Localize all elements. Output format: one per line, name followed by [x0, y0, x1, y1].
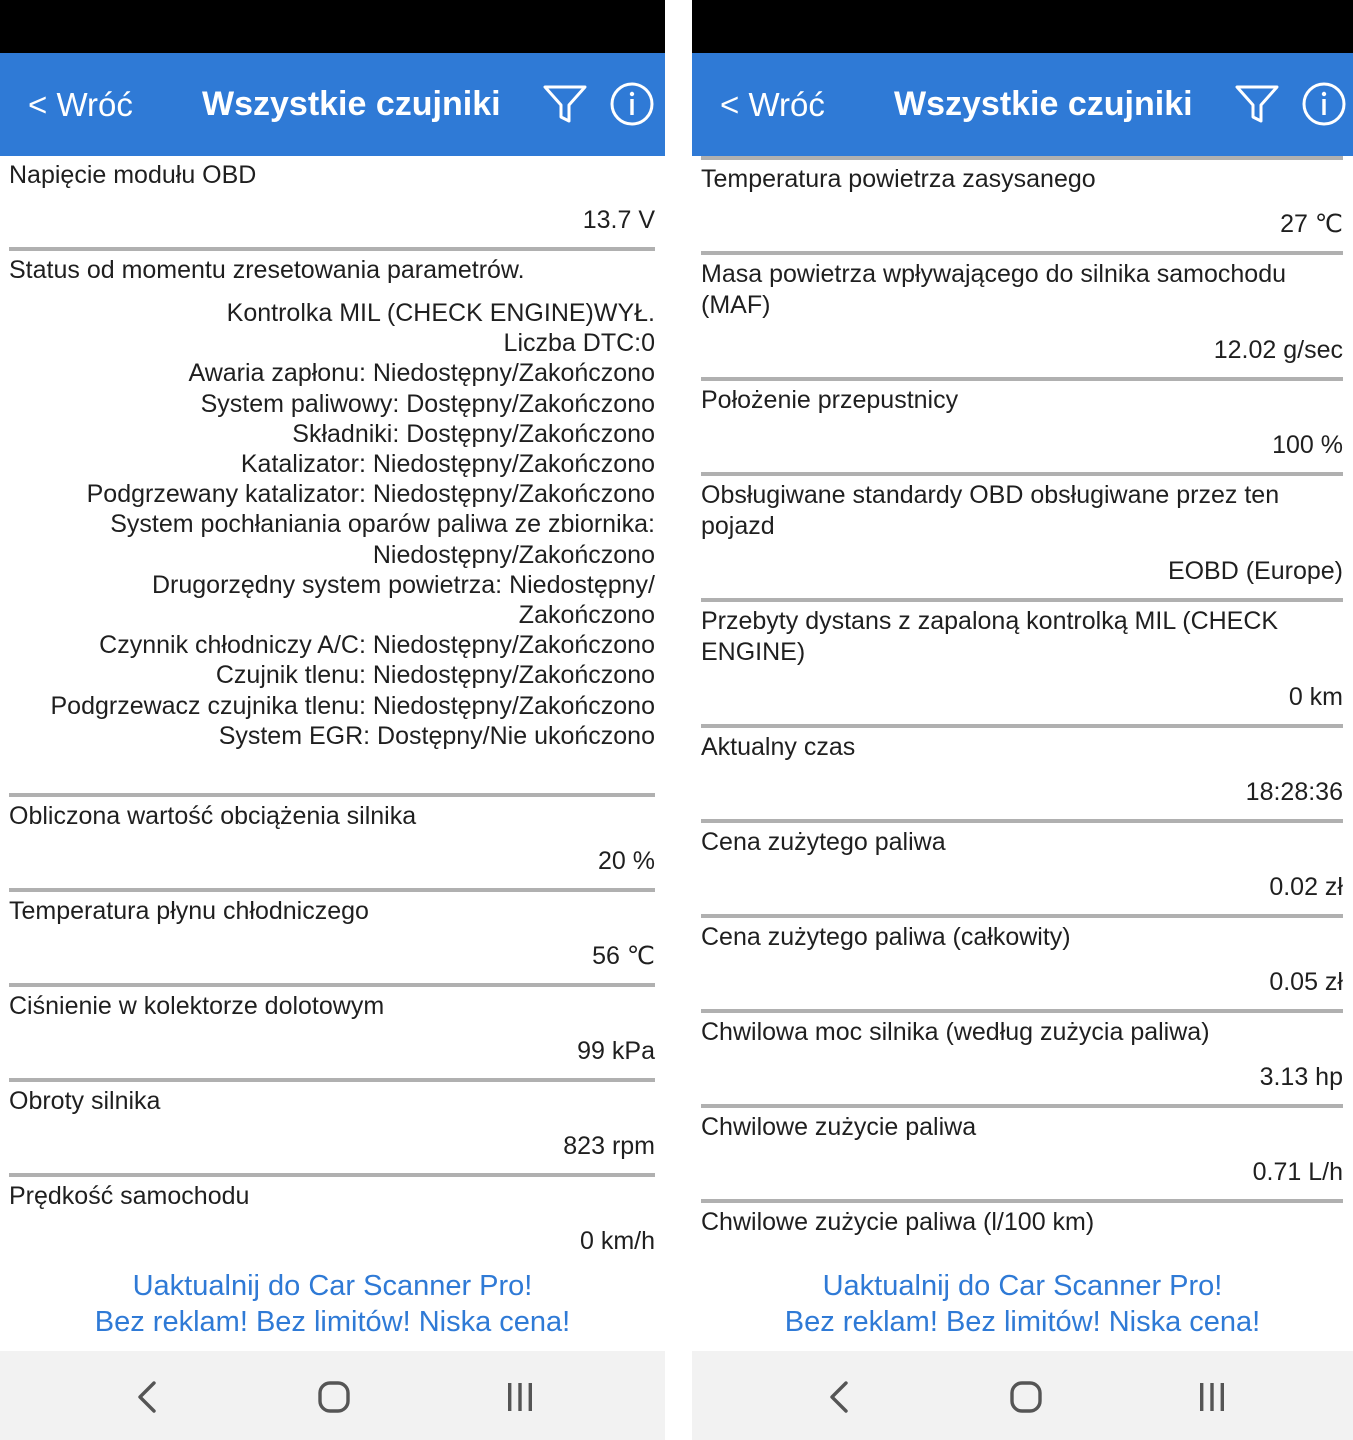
filter-icon[interactable]: [542, 81, 588, 127]
home-circle-icon[interactable]: [1006, 1379, 1046, 1415]
sensor-name: Cena zużytego paliwa: [701, 828, 946, 856]
sensor-row[interactable]: [9, 797, 655, 892]
filter-icon[interactable]: [1234, 81, 1280, 127]
sensor-name: Temperatura powietrza zasysanego: [701, 165, 1096, 193]
status-line: Liczba DTC:0: [503, 329, 655, 358]
sensor-value: 18:28:36: [1245, 778, 1343, 806]
sensor-row[interactable]: [9, 156, 655, 251]
info-icon[interactable]: [1302, 82, 1346, 126]
system-nav-bar: [692, 1351, 1353, 1440]
sensor-name: Położenie przepustnicy: [701, 386, 959, 414]
sensor-value: 0.05 zł: [1269, 968, 1343, 996]
sensor-name: Obliczona wartość obciążenia silnika: [9, 802, 417, 831]
status-line: System paliwowy: Dostępny/Zakończono: [200, 389, 655, 418]
sensor-name: Status od momentu zresetowania parametrów.: [9, 256, 525, 284]
back-button[interactable]: < Wróć: [28, 86, 133, 123]
status-line: System pochłaniania oparów paliwa ze zbiornika:: [110, 510, 655, 539]
recent-apps-icon[interactable]: [500, 1379, 540, 1415]
sensor-row[interactable]: [9, 892, 655, 987]
sensor-row[interactable]: [701, 823, 1343, 918]
sensor-row[interactable]: [9, 1177, 655, 1255]
status-line: Podgrzewany katalizator: Niedostępny/Zakończono: [86, 480, 655, 509]
sensor-value: 56 ℃: [592, 942, 655, 971]
right-screenshot: [692, 0, 1353, 1440]
sensor-value: 100 %: [1272, 431, 1343, 459]
status-bar: [692, 0, 1353, 53]
sensor-name: Chwilowe zużycie paliwa (l/100 km): [701, 1208, 1095, 1236]
sensor-list[interactable]: [0, 156, 665, 1255]
sensor-name: Masa powietrza wpływającego do silnika samochodu (MAF): [701, 260, 1287, 319]
sensor-row[interactable]: [701, 1013, 1343, 1108]
app-bar: [0, 53, 665, 156]
upgrade-promo-link[interactable]: [692, 1255, 1353, 1351]
sensor-row[interactable]: [701, 160, 1343, 255]
sensor-name: Przebyty dystans z zapaloną kontrolką MIL (CHECK ENGINE): [701, 607, 1279, 666]
sensor-value: 0 km/h: [579, 1227, 655, 1255]
status-line: Awaria zapłonu: Niedostępny/Zakończono: [188, 359, 655, 388]
status-line: Niedostępny/Zakończono: [372, 540, 655, 569]
info-icon[interactable]: [610, 82, 654, 126]
sensor-value: 823 rpm: [563, 1132, 655, 1161]
upgrade-promo-link[interactable]: [0, 1255, 665, 1351]
sensor-row[interactable]: [9, 251, 655, 797]
sensor-name: Aktualny czas: [701, 733, 856, 761]
page-title: Wszystkie czujniki: [894, 85, 1193, 123]
sensor-value: 13.7 V: [582, 206, 655, 234]
status-line: Czujnik tlenu: Niedostępny/Zakończono: [215, 661, 655, 690]
sensor-row[interactable]: [701, 476, 1343, 602]
sensor-row[interactable]: [701, 255, 1343, 381]
page-title: Wszystkie czujniki: [202, 85, 501, 123]
sensor-row[interactable]: [701, 602, 1343, 728]
status-line: Katalizator: Niedostępny/Zakończono: [240, 450, 655, 479]
status-line: Drugorzędny system powietrza: Niedostępny/: [151, 570, 655, 599]
status-line: Składniki: Dostępny/Zakończono: [292, 419, 655, 448]
promo-line: Uaktualnij do Car Scanner Pro!: [132, 1270, 533, 1302]
recent-apps-icon[interactable]: [1192, 1379, 1232, 1415]
status-line: Kontrolka MIL (CHECK ENGINE)WYŁ.: [226, 299, 655, 327]
status-bar: [0, 0, 665, 53]
sensor-value: 0.02 zł: [1269, 873, 1343, 901]
sensor-name: Obsługiwane standardy OBD obsługiwane przez ten pojazd: [701, 481, 1280, 540]
sensor-list[interactable]: [692, 156, 1353, 1255]
sensor-value: 3.13 hp: [1259, 1063, 1343, 1091]
app-bar: [692, 53, 1353, 156]
sensor-name: Napięcie modułu OBD: [9, 161, 257, 189]
sensor-value: 20 %: [598, 847, 655, 876]
sensor-name: Prędkość samochodu: [9, 1182, 250, 1211]
sensor-value: 0.71 L/h: [1252, 1158, 1343, 1186]
sensor-name: Chwilowa moc silnika (według zużycia paliwa): [701, 1018, 1210, 1046]
sensor-status-lines: [9, 286, 655, 793]
sensor-name: Ciśnienie w kolektorze dolotowym: [9, 992, 385, 1021]
left-screenshot: [0, 0, 665, 1440]
sensor-name: Temperatura płynu chłodniczego: [9, 897, 369, 926]
sensor-name: Obroty silnika: [9, 1087, 161, 1116]
sensor-name: Chwilowe zużycie paliwa: [701, 1113, 977, 1141]
sensor-row[interactable]: [9, 1082, 655, 1177]
status-line: Podgrzewacz czujnika tlenu: Niedostępny/Zakończono: [50, 691, 655, 720]
sensor-row[interactable]: [9, 987, 655, 1082]
screenshot-divider: [665, 0, 692, 1440]
sensor-row[interactable]: [701, 918, 1343, 1013]
promo-line: Bez reklam! Bez limitów! Niska cena!: [94, 1306, 571, 1338]
status-line: Czynnik chłodniczy A/C: Niedostępny/Zakończono: [99, 631, 655, 660]
home-circle-icon[interactable]: [314, 1379, 354, 1415]
sensor-row[interactable]: [701, 728, 1343, 823]
sensor-value: [701, 1238, 1343, 1255]
promo-line: Uaktualnij do Car Scanner Pro!: [822, 1270, 1223, 1302]
back-button[interactable]: < Wróć: [720, 86, 825, 123]
sensor-row[interactable]: [701, 1203, 1343, 1255]
promo-line: Bez reklam! Bez limitów! Niska cena!: [784, 1306, 1261, 1338]
sensor-value: 0 km: [1288, 683, 1343, 711]
sensor-value: EOBD (Europe): [1167, 557, 1343, 585]
sensor-row[interactable]: [701, 381, 1343, 476]
sensor-value: 27 ℃: [1280, 210, 1343, 238]
chevron-left-icon[interactable]: [820, 1379, 860, 1415]
sensor-value: 12.02 g/sec: [1213, 336, 1343, 364]
status-line: Zakończono: [518, 601, 655, 630]
status-line: System EGR: Dostępny/Nie ukończono: [218, 721, 655, 750]
sensor-row[interactable]: [701, 1108, 1343, 1203]
sensor-name: Cena zużytego paliwa (całkowity): [701, 923, 1071, 951]
chevron-left-icon[interactable]: [128, 1379, 168, 1415]
system-nav-bar: [0, 1351, 665, 1440]
sensor-value: 99 kPa: [577, 1037, 655, 1066]
